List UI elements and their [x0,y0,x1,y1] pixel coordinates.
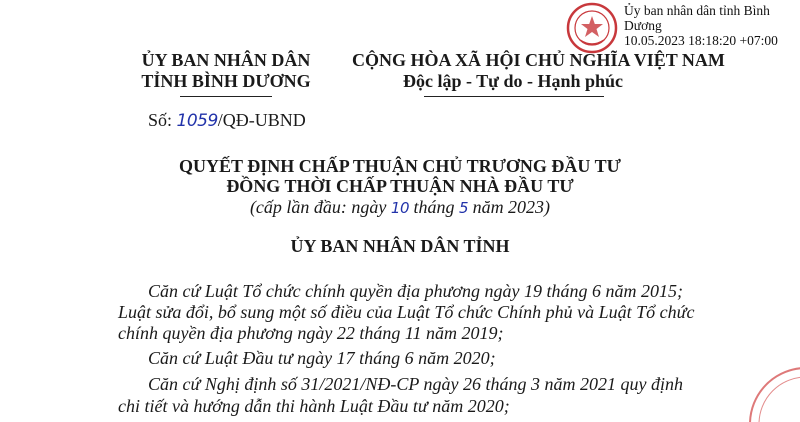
issue-month-handwritten: 5 [459,199,469,217]
issue-date [160,197,640,218]
number-suffix: /QĐ-UBND [217,110,306,130]
body-line-1: Căn cứ Luật Tổ chức chính quyền địa phương ngày 19 tháng 6 năm 2015; [148,281,684,301]
national-motto: Độc lập - Tự do - Hạnh phúc [402,71,624,91]
issuer-underline [180,96,272,97]
number-handwritten: 1059 [176,111,218,131]
issue-prefix: (cấp lần đầu: ngày [249,197,391,217]
issue-mid: tháng [409,197,460,217]
issue-suffix: năm 2023) [468,197,551,217]
national-title: CỘNG HÒA XÃ HỘI CHỦ NGHĨA VIỆT NAM [352,50,725,70]
issue-day-handwritten: 10 [390,199,409,217]
signature-datetime: 10.05.2023 18:18:20 +07:00 [624,33,778,48]
issuer-line2: TỈNH BÌNH DƯƠNG [141,71,311,91]
number-prefix: Số: [148,110,173,130]
body-line-5: Căn cứ Nghị định số 31/2021/NĐ-CP ngày 26 tháng 3 năm 2021 quy định [148,374,683,394]
body-line-4: Căn cứ Luật Đầu tư ngày 17 tháng 6 năm 2020; [148,348,496,368]
decision-title-line1: QUYẾT ĐỊNH CHẤP THUẬN CHỦ TRƯƠNG ĐẦU TƯ [179,156,621,176]
seal-icon [566,2,618,54]
stamp-fragment-icon [742,352,800,422]
body-line-6: chi tiết và hướng dẫn thi hành Luật Đầu tư năm 2020; [118,396,510,416]
signer-name-cont: Dương [624,18,662,33]
authority-heading: ỦY BAN NHÂN DÂN TỈNH [290,236,510,256]
body-line-2: Luật sửa đổi, bổ sung một số điều của Luật Tổ chức Chính phủ và Luật Tổ chức [118,302,695,322]
document-number [148,110,306,131]
body-line-3: chính quyền địa phương ngày 22 tháng 11 năm 2019; [118,323,504,343]
issuer-line1: ỦY BAN NHÂN DÂN [141,50,311,70]
motto-underline [424,96,604,97]
signer-name: Ủy ban nhân dân tỉnh Bình [624,3,770,18]
decision-title-line2: ĐỒNG THỜI CHẤP THUẬN NHÀ ĐẦU TƯ [226,176,574,196]
